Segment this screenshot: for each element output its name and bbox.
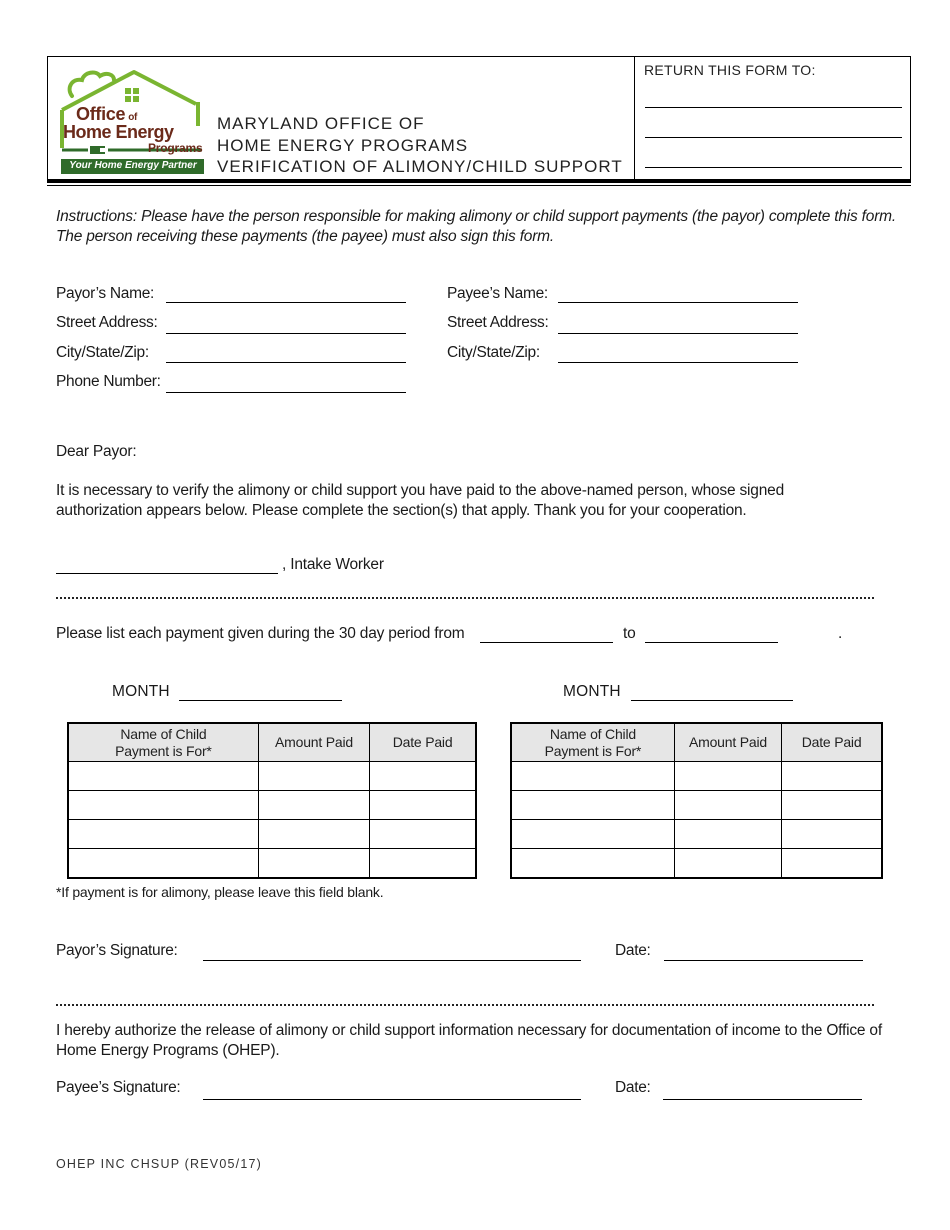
intake-worker-field[interactable] <box>56 573 278 574</box>
payor-phone-label: Phone Number: <box>56 373 161 390</box>
payment-table-left <box>67 722 477 879</box>
table-row <box>511 762 882 791</box>
amount-cell[interactable] <box>258 849 369 879</box>
table-header-row <box>511 723 882 762</box>
amount-cell[interactable] <box>258 791 369 820</box>
payee-city-label: City/State/Zip: <box>447 344 540 361</box>
table-header-row <box>68 723 476 762</box>
amount-cell[interactable] <box>674 820 781 849</box>
child-cell[interactable] <box>511 791 674 820</box>
payor-city-field[interactable] <box>166 362 406 363</box>
return-address-line-2[interactable] <box>645 137 902 138</box>
table-row <box>68 791 476 820</box>
date-cell[interactable] <box>370 791 476 820</box>
month-label-left: MONTH <box>112 683 170 700</box>
payee-street-label: Street Address: <box>447 314 549 331</box>
title-line-1: MARYLAND OFFICE OF <box>217 114 425 133</box>
period-text: Please list each payment given during the 30 day period from <box>56 625 465 642</box>
col-header-date: Date Paid <box>782 723 882 762</box>
table-row <box>68 762 476 791</box>
table-row <box>68 849 476 879</box>
date-cell[interactable] <box>782 791 882 820</box>
date-cell[interactable] <box>370 820 476 849</box>
table-row <box>511 820 882 849</box>
date-cell[interactable] <box>370 849 476 879</box>
payee-date-field[interactable] <box>663 1099 862 1100</box>
logo-word-of: of <box>128 112 138 123</box>
child-cell[interactable] <box>68 791 258 820</box>
amount-cell[interactable] <box>674 791 781 820</box>
date-cell[interactable] <box>782 762 882 791</box>
payee-city-field[interactable] <box>558 362 798 363</box>
payee-street-field[interactable] <box>558 333 798 334</box>
table-row <box>68 820 476 849</box>
payee-signature-label: Payee’s Signature: <box>56 1079 181 1096</box>
child-cell[interactable] <box>68 762 258 791</box>
amount-cell[interactable] <box>674 762 781 791</box>
return-address-line-1[interactable] <box>645 107 902 108</box>
period-end-punct: . <box>838 625 843 642</box>
table-row <box>511 849 882 879</box>
section-divider <box>56 597 874 599</box>
col-header-amount: Amount Paid <box>258 723 369 762</box>
child-cell[interactable] <box>511 849 674 879</box>
authorization-text: I hereby authorize the release of alimony or child support information necessary for documentation of income to the Office of Home Energy Programs (OHEP). <box>56 1022 882 1059</box>
payor-street-label: Street Address: <box>56 314 158 331</box>
title-line-2: HOME ENERGY PROGRAMS <box>217 135 469 155</box>
header-divider <box>634 56 635 180</box>
payor-name-field[interactable] <box>166 302 406 303</box>
payee-date-label: Date: <box>615 1079 651 1096</box>
logo-word-office: Office <box>76 104 126 124</box>
payor-date-label: Date: <box>615 942 651 959</box>
payee-name-field[interactable] <box>558 302 798 303</box>
payor-city-label: City/State/Zip: <box>56 344 149 361</box>
logo-word-home-energy: Home Energy <box>63 122 174 142</box>
title-line-3: VERIFICATION OF ALIMONY/CHILD SUPPORT <box>217 157 623 176</box>
form-title <box>217 113 623 178</box>
instructions: Instructions: Please have the person responsible for making alimony or child support payments (the payor) complete this form. The person receiving these payments (the payee) must also sign this form. <box>56 208 896 245</box>
section-divider <box>56 1004 874 1006</box>
header-rule <box>47 180 911 183</box>
payee-signature-field[interactable] <box>203 1099 581 1100</box>
period-end-field[interactable] <box>645 642 778 643</box>
payment-table-right <box>510 722 883 879</box>
col-header-child: Name of Child Payment is For* <box>511 723 674 762</box>
payor-signature-field[interactable] <box>203 960 581 961</box>
ohep-logo <box>58 66 206 178</box>
form-code: OHEP INC CHSUP (REV05/17) <box>56 1157 262 1171</box>
intake-worker-label: , Intake Worker <box>282 556 384 573</box>
child-cell[interactable] <box>68 820 258 849</box>
return-address-line-3[interactable] <box>645 167 902 168</box>
month-label-right: MONTH <box>563 683 621 700</box>
payee-name-label: Payee’s Name: <box>447 285 548 302</box>
return-form-label: RETURN THIS FORM TO: <box>644 62 816 78</box>
letter-body: It is necessary to verify the alimony or child support you have paid to the above-named person, whose signed authorization appears below. Please complete the section(s) that apply. Thank you for your cooperation. <box>56 482 784 519</box>
payor-signature-label: Payor’s Signature: <box>56 942 178 959</box>
header-rule-thin <box>47 185 911 186</box>
period-to-label: to <box>623 625 636 642</box>
period-start-field[interactable] <box>480 642 613 643</box>
payor-street-field[interactable] <box>166 333 406 334</box>
amount-cell[interactable] <box>258 762 369 791</box>
date-cell[interactable] <box>370 762 476 791</box>
child-cell[interactable] <box>511 820 674 849</box>
child-cell[interactable] <box>511 762 674 791</box>
amount-cell[interactable] <box>674 849 781 879</box>
logo-tagline: Your Home Energy Partner <box>69 160 197 171</box>
month-field-right[interactable] <box>631 700 793 701</box>
month-field-left[interactable] <box>179 700 342 701</box>
date-cell[interactable] <box>782 849 882 879</box>
col-header-date: Date Paid <box>370 723 476 762</box>
logo-word-programs: Programs <box>148 141 203 155</box>
date-cell[interactable] <box>782 820 882 849</box>
table-row <box>511 791 882 820</box>
col-header-amount: Amount Paid <box>674 723 781 762</box>
letter-greeting: Dear Payor: <box>56 443 137 460</box>
payor-phone-field[interactable] <box>166 392 406 393</box>
payor-name-label: Payor’s Name: <box>56 285 155 302</box>
payor-date-field[interactable] <box>664 960 863 961</box>
amount-cell[interactable] <box>258 820 369 849</box>
table-footnote: *If payment is for alimony, please leave this field blank. <box>56 884 384 900</box>
child-cell[interactable] <box>68 849 258 879</box>
col-header-child: Name of Child Payment is For* <box>68 723 258 762</box>
